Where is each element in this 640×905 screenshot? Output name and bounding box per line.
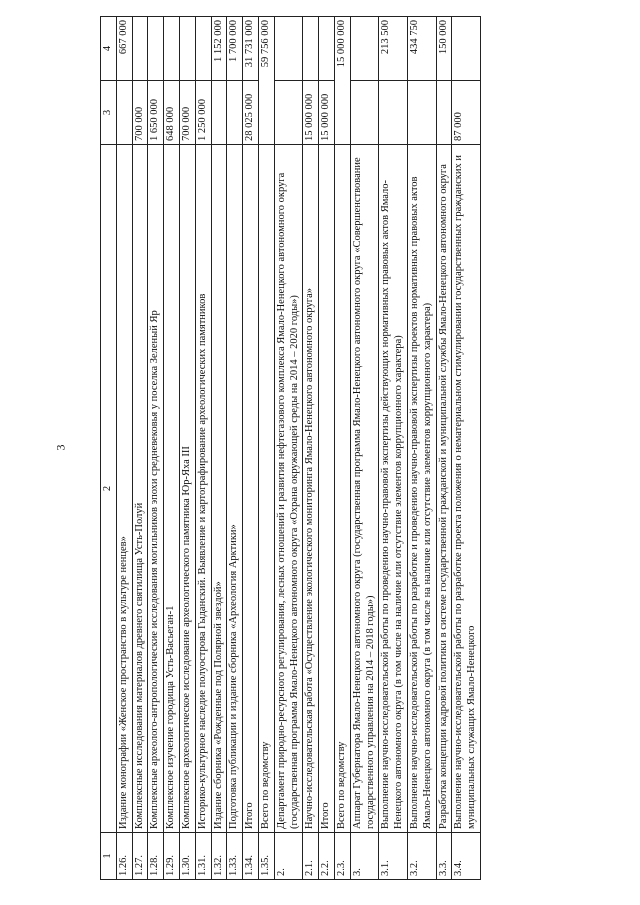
- row-description: Итого: [319, 145, 335, 833]
- table-row: [211, 17, 227, 880]
- row-description: Издание сборника «Рожденные под Полярной звездой»: [211, 145, 227, 833]
- row-description: Издание монографии «Женское пространство в культуре ненцев»: [116, 145, 132, 833]
- table-row: [452, 17, 481, 880]
- header-col2: 2: [101, 145, 117, 833]
- row-value-col3: [436, 81, 452, 145]
- row-number: 2.2.: [319, 833, 335, 880]
- table-row: [436, 17, 452, 880]
- row-number: 1.32.: [211, 833, 227, 880]
- row-total: 59 756 000: [258, 17, 274, 145]
- row-description: Аппарат Губернатора Ямало-Ненецкого автономного округа (государственная программа Ямало-Ненецкого автономного округа «Совершенствование государственного управления на 2014 – 2018 годы»): [350, 145, 379, 833]
- row-value-col4: 150 000: [436, 17, 452, 81]
- row-description: Итого: [243, 145, 259, 833]
- row-number: 3.: [350, 833, 379, 880]
- header-col4: 4: [101, 17, 117, 81]
- table-row: [379, 17, 408, 880]
- header-col3: 3: [101, 81, 117, 145]
- table-row: [164, 17, 180, 880]
- row-number: 3.4.: [452, 833, 481, 880]
- row-number: 3.3.: [436, 833, 452, 880]
- row-number: 1.28.: [148, 833, 164, 880]
- row-value-col4: 434 750: [407, 17, 436, 81]
- table-row: [350, 17, 379, 880]
- row-value-col4: [274, 17, 303, 81]
- row-description: Департамент природно-ресурсного регулирования, лесных отношений и развития нефтегазового комплекса Ямало-Ненецкого автономного округа (государственная программа Ямало-Ненецкого автономного округа «Охрана окружающей среды на 2014 – 2020 годы»): [274, 145, 303, 833]
- row-description: Выполнение научно-исследовательской работы по разработке проекта положения о нематериальном стимулировании государственных гражданских и муниципальных служащих Ямало-Ненецкого: [452, 145, 481, 833]
- row-description: Комплексное изучение городища Усть-Васьеган-1: [164, 145, 180, 833]
- row-description: Комплексные исследования материалов древнего святилища Усть-Полуй: [132, 145, 148, 833]
- row-value-col4: 213 500: [379, 17, 408, 81]
- row-value-col4: 667 000: [116, 17, 132, 81]
- row-number: 1.30.: [179, 833, 195, 880]
- table-row: [132, 17, 148, 880]
- row-value-col4: [148, 17, 164, 81]
- row-description: Разработка концепции кадровой политики в системе государственной гражданской и муниципальной службы Ямало-Ненецкого автономного округа: [436, 145, 452, 833]
- table-row: [179, 17, 195, 880]
- row-description: Выполнение научно-исследовательской работы по разработке и проведению научно-правовой экспертизы проектов нормативных правовых актов Ямало-Ненецкого автономного округа (в том числе на наличие или отсутствие элементов коррупционного характера): [407, 145, 436, 833]
- row-description: Всего по ведомству: [258, 145, 274, 833]
- row-value-col3: [350, 81, 379, 145]
- row-value-col3: 15 000 000: [303, 81, 319, 145]
- row-description: Комплексные археолого-антропологические исследования могильников эпохи средневековья у поселка Зеленый Яр: [148, 145, 164, 833]
- table-row: [258, 17, 274, 880]
- row-description: Научно-исследовательская работа «Осуществление экологического мониторинга Ямало-Ненецкого автономного округа»: [303, 145, 319, 833]
- row-value-col3: [274, 81, 303, 145]
- row-number: 1.29.: [164, 833, 180, 880]
- row-number: 1.34.: [243, 833, 259, 880]
- row-number: 1.31.: [195, 833, 211, 880]
- budget-table: [100, 16, 481, 880]
- row-value-col3: 648 000: [164, 81, 180, 145]
- table-row: [407, 17, 436, 880]
- row-number: 2.1.: [303, 833, 319, 880]
- row-value-col3: 700 000: [132, 81, 148, 145]
- row-total: 15 000 000: [334, 17, 350, 145]
- table-row: [243, 17, 259, 880]
- row-value-col4: 1 700 000: [227, 17, 243, 81]
- row-number: 1.35.: [258, 833, 274, 880]
- row-value-col3: 700 000: [179, 81, 195, 145]
- row-number: 1.26.: [116, 833, 132, 880]
- row-value-col4: [452, 17, 481, 81]
- row-value-col4: [132, 17, 148, 81]
- row-value-col4: [164, 17, 180, 81]
- row-number: 1.27.: [132, 833, 148, 880]
- row-value-col3: [211, 81, 227, 145]
- row-description: Историко-культурное наследие полуострова Гыданский. Выявление и картографирование археологических памятников: [195, 145, 211, 833]
- row-number: 3.2.: [407, 833, 436, 880]
- row-description: Подготовка публикации и издание сборника «Археология Арктики»: [227, 145, 243, 833]
- row-value-col4: 31 731 000: [243, 17, 259, 81]
- row-value-col3: [379, 81, 408, 145]
- table-row: [148, 17, 164, 880]
- table-row: [116, 17, 132, 880]
- row-value-col3: 87 000: [452, 81, 481, 145]
- row-value-col3: 28 025 000: [243, 81, 259, 145]
- row-value-col3: 1 250 000: [195, 81, 211, 145]
- page-number: 3: [53, 444, 68, 451]
- row-value-col3: [116, 81, 132, 145]
- rotated-table-container: [100, 16, 598, 880]
- row-value-col4: [303, 17, 319, 81]
- table-row: [334, 17, 350, 880]
- row-number: 2.3.: [334, 833, 350, 880]
- row-value-col4: 1 152 000: [211, 17, 227, 81]
- row-value-col3: 15 000 000: [319, 81, 335, 145]
- row-value-col4: [350, 17, 379, 81]
- row-value-col4: [195, 17, 211, 81]
- row-value-col3: 1 650 000: [148, 81, 164, 145]
- row-value-col3: [227, 81, 243, 145]
- row-value-col3: [407, 81, 436, 145]
- table-row: [195, 17, 211, 880]
- table-row: [303, 17, 319, 880]
- table-row: [319, 17, 335, 880]
- row-value-col4: [319, 17, 335, 81]
- row-number: 2.: [274, 833, 303, 880]
- row-number: 1.33.: [227, 833, 243, 880]
- header-row: [101, 17, 117, 880]
- table-row: [274, 17, 303, 880]
- table-row: [227, 17, 243, 880]
- header-col1: 1: [101, 833, 117, 880]
- row-description: Выполнение научно-исследовательской работы по проведению научно-правовой экспертизы действующих нормативных правовых актов Ямало-Ненецкого автономного округа (в том числе на наличие или отсутствие элементов коррупционного характера): [379, 145, 408, 833]
- row-number: 3.1.: [379, 833, 408, 880]
- row-description: Комплексное археологическое исследование археологического памятника Юр-Яха III: [179, 145, 195, 833]
- row-value-col4: [179, 17, 195, 81]
- row-description: Всего по ведомству: [334, 145, 350, 833]
